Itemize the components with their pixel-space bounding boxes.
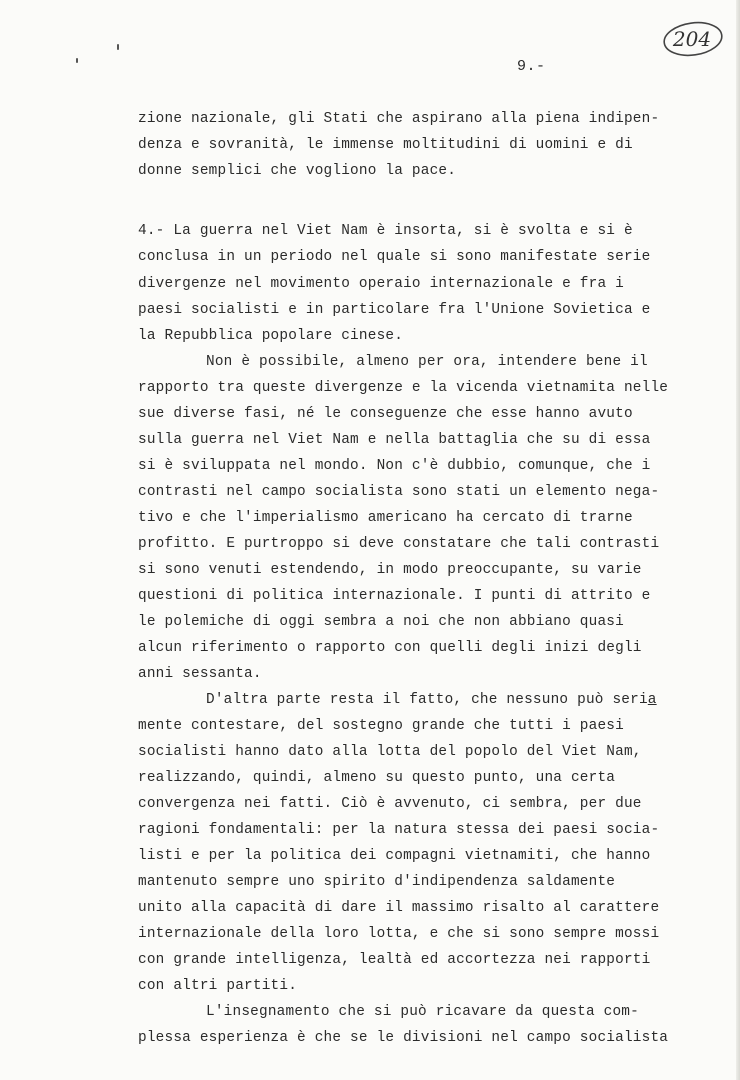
text-line: 4.- La guerra nel Viet Nam è insorta, si è svolta e si è [138, 223, 633, 239]
text-line: con altri partiti. [138, 978, 298, 994]
text-segment: D'altra parte resta il fatto, che nessuno può seri [206, 692, 648, 708]
text-line: convergenza nei fatti. Ciò è avvenuto, ci sembra, per due [138, 796, 642, 812]
text-line: sulla guerra nel Viet Nam e nella battaglia che su di essa [138, 432, 651, 448]
text-line: Non è possibile, almeno per ora, intendere bene il [206, 354, 648, 370]
text-line: la Repubblica popolare cinese. [138, 328, 404, 344]
text-line: sue diverse fasi, né le conseguenze che esse hanno avuto [138, 406, 633, 422]
underlined-letter: a [647, 692, 657, 708]
text-line: profitto. E purtroppo si deve constatare che tali contrasti [138, 536, 660, 552]
text-line: ragioni fondamentali: per la natura stessa dei paesi socia- [138, 822, 660, 838]
text-line: rapporto tra queste divergenze e la vicenda vietnamita nelle [138, 380, 669, 396]
text-line: L'insegnamento che si può ricavare da questa com- [206, 1004, 639, 1020]
text-line: con grande intelligenza, lealtà ed accortezza nei rapporti [138, 952, 651, 968]
text-line: anni sessanta. [138, 666, 262, 682]
text-line: le polemiche di oggi sembra a noi che non abbiano quasi [138, 614, 624, 630]
text-line: si è sviluppata nel mondo. Non c'è dubbio, comunque, che i [138, 458, 651, 474]
text-line: mente contestare, del sostegno grande che tutti i paesi [138, 718, 624, 734]
page-number: 9.- [517, 58, 546, 75]
text-line: tivo e che l'imperialismo americano ha cercato di trarne [138, 510, 633, 526]
text-line: paesi socialisti e in particolare fra l'Unione Sovietica e [138, 302, 651, 318]
text-line: alcun riferimento o rapporto con quelli degli inizi degli [138, 640, 642, 656]
text-line: zione nazionale, gli Stati che aspirano alla piena indipen- [138, 111, 660, 127]
text-line: realizzando, quindi, almeno su questo punto, una certa [138, 770, 616, 786]
text-line: divergenze nel movimento operaio internazionale e fra i [138, 276, 624, 292]
stamp-number: 204 [672, 27, 712, 51]
text-line: unito alla capacità di dare il massimo risalto al carattere [138, 900, 660, 916]
text-line [206, 691, 657, 709]
text-line: questioni di politica internazionale. I punti di attrito e [138, 588, 651, 604]
text-line: si sono venuti estendendo, in modo preoccupante, su varie [138, 562, 642, 578]
text-line: plessa esperienza è che se le divisioni nel campo socialista [138, 1030, 669, 1046]
text-line: socialisti hanno dato alla lotta del popolo del Viet Nam, [138, 744, 642, 760]
text-line: denza e sovranità, le immense moltitudini di uomini e di [138, 137, 633, 153]
text-line: conclusa in un periodo nel quale si sono manifestate serie [138, 249, 651, 265]
text-line: contrasti nel campo socialista sono stati un elemento nega- [138, 484, 660, 500]
text-line: donne semplici che vogliono la pace. [138, 163, 457, 179]
text-line: mantenuto sempre uno spirito d'indipendenza saldamente [138, 874, 616, 890]
text-line: internazionale della loro lotta, e che si sono sempre mossi [138, 926, 660, 942]
text-line: listi e per la politica dei compagni vietnamiti, che hanno [138, 848, 651, 864]
